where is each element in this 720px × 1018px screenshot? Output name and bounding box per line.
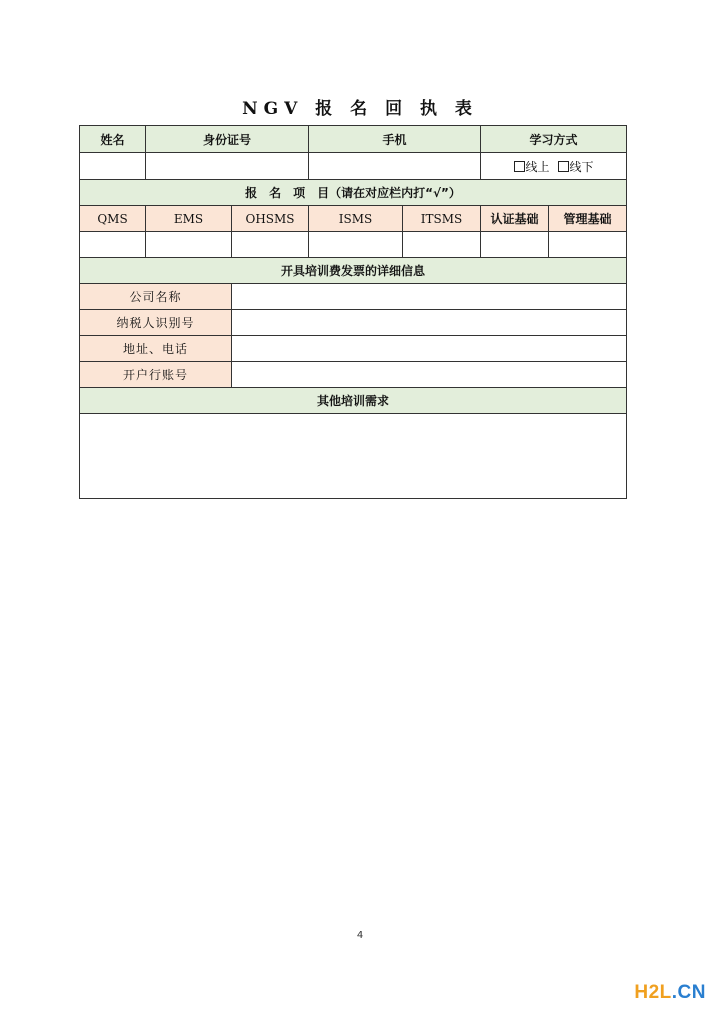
name-header: 姓名 [80, 126, 146, 153]
project-itsms-label: ITSMS [403, 206, 481, 232]
watermark-part1: H2L [634, 982, 672, 1003]
offline-option[interactable] [558, 158, 594, 175]
other-needs-field[interactable] [80, 414, 627, 499]
invoice-row [80, 362, 627, 388]
project-ems-check[interactable] [146, 232, 232, 258]
study-mode-header: 学习方式 [481, 126, 627, 153]
page-number: 4 [356, 930, 364, 941]
id-number-header: 身份证号 [146, 126, 309, 153]
offline-checkbox[interactable] [558, 161, 569, 172]
registration-form [79, 125, 627, 499]
offline-label: 线下 [569, 159, 594, 174]
project-ohsms-label: OHSMS [232, 206, 309, 232]
phone-header: 手机 [309, 126, 481, 153]
bank-account-field[interactable] [232, 362, 627, 388]
online-checkbox[interactable] [514, 161, 525, 172]
invoice-header-row [80, 258, 627, 284]
bank-account-label: 开户行账号 [80, 362, 232, 388]
study-mode-field [481, 153, 627, 180]
project-qms-label: QMS [80, 206, 146, 232]
taxpayer-id-field[interactable] [232, 310, 627, 336]
projects-label-row [80, 206, 627, 232]
name-field[interactable] [80, 153, 146, 180]
project-ohsms-check[interactable] [232, 232, 309, 258]
company-name-label: 公司名称 [80, 284, 232, 310]
projects-header-row [80, 180, 627, 206]
other-needs-header: 其他培训需求 [80, 388, 627, 414]
id-number-field[interactable] [146, 153, 309, 180]
project-qms-check[interactable] [80, 232, 146, 258]
project-mgmt-basics-check[interactable] [549, 232, 627, 258]
project-isms-label: ISMS [309, 206, 403, 232]
invoice-row [80, 310, 627, 336]
other-header-row [80, 388, 627, 414]
company-name-field[interactable] [232, 284, 627, 310]
projects-section-header: 报 名 项 目（请在对应栏内打“√”） [80, 180, 627, 206]
project-cert-basics-label: 认证基础 [481, 206, 549, 232]
address-phone-field[interactable] [232, 336, 627, 362]
applicant-input-row [80, 153, 627, 180]
address-phone-label: 地址、电话 [80, 336, 232, 362]
other-needs-row [80, 414, 627, 499]
watermark-part2: CN [677, 982, 706, 1003]
invoice-section-header: 开具培训费发票的详细信息 [80, 258, 627, 284]
h2l-watermark [634, 982, 706, 1004]
project-ems-label: EMS [146, 206, 232, 232]
online-option[interactable] [514, 158, 550, 175]
invoice-row [80, 284, 627, 310]
project-cert-basics-check[interactable] [481, 232, 549, 258]
watermark-dot: . [671, 982, 678, 1003]
online-label: 线上 [525, 159, 550, 174]
invoice-row [80, 336, 627, 362]
project-isms-check[interactable] [309, 232, 403, 258]
phone-field[interactable] [309, 153, 481, 180]
project-mgmt-basics-label: 管理基础 [549, 206, 627, 232]
header-row [80, 126, 627, 153]
project-itsms-check[interactable] [403, 232, 481, 258]
projects-check-row [80, 232, 627, 258]
taxpayer-id-label: 纳税人识别号 [80, 310, 232, 336]
page-title: NGV 报 名 回 执 表 [242, 99, 478, 119]
